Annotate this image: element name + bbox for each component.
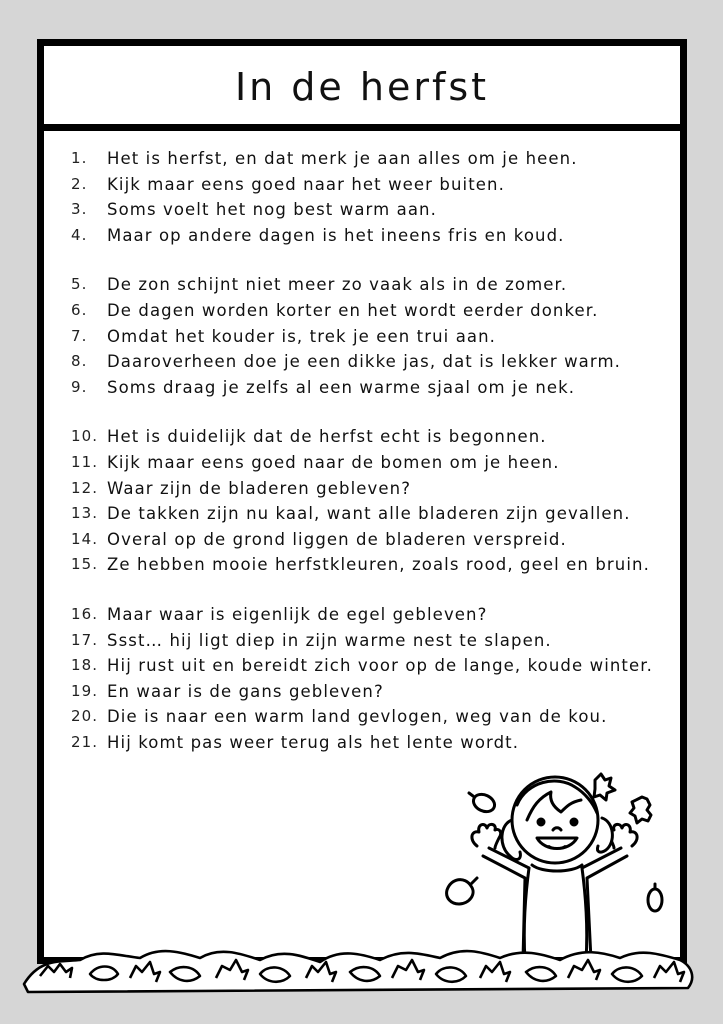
line-text: En waar is de gans gebleven? bbox=[107, 681, 384, 701]
paragraph-group bbox=[71, 146, 670, 248]
falling-leaf-icon bbox=[648, 884, 662, 911]
line-text: Hij komt pas weer terug als het lente wordt. bbox=[107, 732, 520, 752]
line-number: 6. bbox=[71, 300, 88, 319]
line-number: 14. bbox=[71, 529, 99, 548]
reading-line bbox=[71, 653, 670, 679]
reading-line bbox=[71, 501, 670, 527]
reading-line bbox=[71, 704, 670, 730]
line-number: 17. bbox=[71, 630, 99, 649]
line-number: 15. bbox=[71, 555, 99, 574]
line-number: 1. bbox=[71, 149, 88, 167]
title-box bbox=[44, 46, 680, 131]
line-number: 21. bbox=[71, 732, 99, 751]
line-text: Daaroverheen doe je een dikke jas, dat is lekker warm. bbox=[107, 352, 622, 372]
falling-leaf-icon bbox=[630, 797, 651, 823]
line-text: Kijk maar eens goed naar de bomen om je heen. bbox=[107, 452, 560, 472]
reading-line bbox=[71, 375, 670, 401]
line-number: 11. bbox=[71, 452, 99, 471]
line-number: 8. bbox=[71, 352, 88, 371]
reading-line bbox=[71, 146, 670, 172]
line-text: Overal op de grond liggen de bladeren verspreid. bbox=[107, 529, 567, 549]
line-text: Kijk maar eens goed naar het weer buiten. bbox=[107, 174, 505, 194]
line-number: 10. bbox=[71, 427, 99, 446]
line-text: Hij rust uit en bereidt zich voor op de lange, koude winter. bbox=[107, 656, 653, 676]
paragraph-group bbox=[71, 424, 670, 578]
reading-line bbox=[71, 424, 670, 450]
falling-leaf-icon bbox=[447, 878, 477, 904]
line-text: Maar op andere dagen is het ineens fris en koud. bbox=[107, 225, 565, 245]
line-text: Het is herfst, en dat merk je aan alles om je heen. bbox=[107, 149, 578, 168]
line-number: 16. bbox=[71, 604, 99, 623]
line-text: Ze hebben mooie herfstkleuren, zoals rood, geel en bruin. bbox=[107, 555, 650, 575]
line-number: 4. bbox=[71, 225, 88, 244]
line-text: Soms voelt het nog best warm aan. bbox=[107, 200, 437, 220]
falling-leaf-icon bbox=[469, 791, 497, 815]
reading-line bbox=[71, 223, 670, 249]
reading-line bbox=[71, 197, 670, 223]
line-text: Die is naar een warm land gevlogen, weg van de kou. bbox=[107, 707, 608, 727]
line-number: 20. bbox=[71, 707, 99, 726]
line-text: Soms draag je zelfs al een warme sjaal om je nek. bbox=[107, 377, 576, 397]
reading-line bbox=[71, 476, 670, 502]
line-number: 2. bbox=[71, 174, 88, 193]
reading-lines bbox=[71, 146, 670, 779]
reading-line bbox=[71, 172, 670, 198]
line-text: De takken zijn nu kaal, want alle bladeren zijn gevallen. bbox=[107, 504, 631, 524]
reading-line bbox=[71, 602, 670, 628]
line-text: Ssst… hij ligt diep in zijn warme nest te slapen. bbox=[107, 630, 552, 650]
worksheet-title: In de herfst bbox=[234, 65, 490, 109]
reading-line bbox=[71, 272, 670, 298]
reading-line bbox=[71, 679, 670, 705]
line-number: 18. bbox=[71, 656, 99, 675]
reading-line bbox=[71, 324, 670, 350]
line-number: 19. bbox=[71, 681, 99, 700]
reading-line bbox=[71, 298, 670, 324]
girl-in-leaves-illustration bbox=[437, 760, 667, 960]
line-number: 7. bbox=[71, 326, 88, 345]
reading-line bbox=[71, 349, 670, 375]
line-number: 12. bbox=[71, 478, 99, 497]
line-text: De dagen worden korter en het wordt eerder donker. bbox=[107, 300, 599, 320]
line-number: 3. bbox=[71, 200, 88, 219]
line-text: De zon schijnt niet meer zo vaak als in de zomer. bbox=[107, 275, 568, 295]
reading-line bbox=[71, 527, 670, 553]
line-text: Waar zijn de bladeren gebleven? bbox=[107, 478, 412, 498]
paragraph-group bbox=[71, 272, 670, 400]
reading-line bbox=[71, 450, 670, 476]
line-number: 9. bbox=[71, 377, 88, 396]
line-text: Het is duidelijk dat de herfst echt is begonnen. bbox=[107, 427, 547, 447]
leaf-pile-border bbox=[20, 938, 696, 994]
line-text: Omdat het kouder is, trek je een trui aan. bbox=[107, 326, 497, 346]
reading-line bbox=[71, 552, 670, 578]
line-number: 5. bbox=[71, 275, 88, 294]
reading-line bbox=[71, 628, 670, 654]
line-number: 13. bbox=[71, 504, 99, 523]
reading-line bbox=[71, 730, 670, 756]
line-text: Maar waar is eigenlijk de egel gebleven? bbox=[107, 604, 488, 624]
falling-leaf-icon bbox=[594, 774, 615, 800]
paragraph-group bbox=[71, 602, 670, 756]
